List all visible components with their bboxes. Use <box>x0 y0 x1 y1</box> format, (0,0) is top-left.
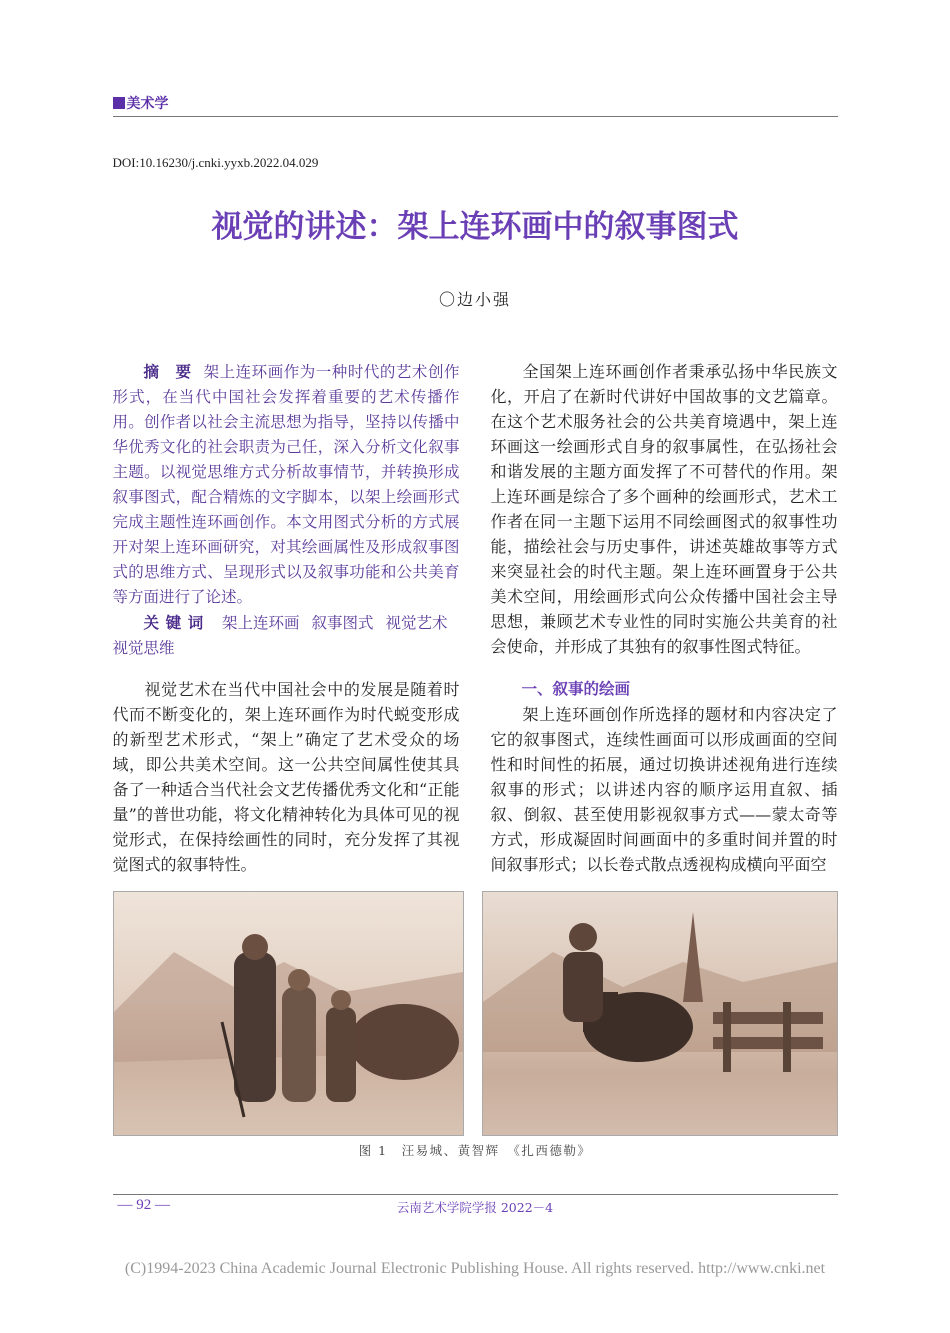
copyright-notice: (C)1994-2023 China Academic Journal Electronic Publishing House. All rights reserved. http://www.cnki.net <box>124 1260 826 1277</box>
keyword: 叙事图式 <box>311 614 374 632</box>
section-heading: 一、叙事的绘画 <box>521 680 631 698</box>
keyword: 视觉思维 <box>112 639 175 657</box>
lower-columns <box>113 677 838 877</box>
upper-columns <box>113 359 838 661</box>
abstract-text: 架上连环画作为一种时代的艺术创作形式，在当代中国社会发挥着重要的艺术传播作用。创作者以社会主流思想为指导，坚持以传播中华优秀文化的社会职责为己任，深入分析文化叙事主题。以视觉思维方式分析故事情节，并转换形成叙事图式，配合精炼的文字脚本，以架上绘画形式完成主题性连环画创作。本文用图式分析的方式展开对架上连环画研究，对其绘画属性及形成叙事图式的思维方式、呈现形式以及叙事功能和公共美育等方面进行了论述。 <box>112 363 460 606</box>
body-paragraph: 架上连环画创作所选择的题材和内容决定了它的叙事图式，连续性画面可以形成画面的空间性和时间性的拓展，通过切换讲述视角进行连续叙事的形式；以讲述内容的顺序运用直叙、插叙、倒叙、甚至使用影视叙事方式——蒙太奇等方式，形成凝固时间画面中的多重时间并置的时间叙事形式；以长卷式散点透视构成横向平面空 <box>490 705 838 874</box>
intro-left <box>113 677 460 877</box>
body-paragraph: 视觉艺术在当代中国社会中的发展是随着时代而不断变化的，架上连环画作为时代蜕变形成的新型艺术形式，“架上”确定了艺术受众的场域，即公共美术空间。这一公共空间属性使其具备了一种适合当代社会文艺传播优秀文化和“正能量”的普世功能，将文化精神转化为具体可见的视觉形式，在保持绘画性的同时，充分发挥了其视觉图式的叙事特性。 <box>112 680 460 874</box>
section-tag <box>113 95 838 113</box>
journal-name: 云南艺术学院学报 2022－4 <box>396 1200 554 1215</box>
figure-painting-right <box>482 891 838 1136</box>
page <box>113 0 838 1299</box>
author: 〇边小强 <box>438 290 511 309</box>
page-number: — 92 — <box>117 1197 170 1213</box>
figure-painting-left <box>113 891 464 1136</box>
section-label: 美术学 <box>126 96 169 112</box>
keywords-label: 关键词 <box>143 613 210 632</box>
keyword: 视觉艺术 <box>385 614 448 632</box>
intro-right <box>491 359 838 659</box>
body-paragraph: 全国架上连环画创作者秉承弘扬中华民族文化，开启了在新时代讲好中国故事的文艺篇章。在这个艺术服务社会的公共美育境遇中，架上连环画这一绘画形式自身的叙事属性，在弘扬社会和谐发展的主题方面发挥了不可替代的作用。架上连环画是综合了多个画种的绘画形式，艺术工作者在同一主题下运用不同绘画图式的叙事性功能，描绘社会与历史事件，讲述英雄故事等方式来突显社会的时代主题。架上连环画置身于公共美术空间，用绘画形式向公众传播中国社会主导思想，兼顾艺术专业性的同时实施公共美育的社会使命，并形成了其独有的叙事性图式特征。 <box>490 362 838 656</box>
figure-caption: 图 1 汪易城、黄智辉 《扎西德勒》 <box>358 1143 592 1158</box>
keyword: 架上连环画 <box>221 614 300 632</box>
abstract <box>113 359 460 661</box>
figure-1 <box>113 891 838 1136</box>
abstract-label: 摘 要 <box>143 362 192 381</box>
square-bullet-icon <box>113 97 125 109</box>
doi: DOI:10.16230/j.cnki.yyxb.2022.04.029 <box>112 155 319 170</box>
article-title: 视觉的讲述：架上连环画中的叙事图式 <box>211 209 739 245</box>
footer <box>113 1195 838 1217</box>
header-rule <box>113 116 838 117</box>
section-1 <box>491 677 838 877</box>
